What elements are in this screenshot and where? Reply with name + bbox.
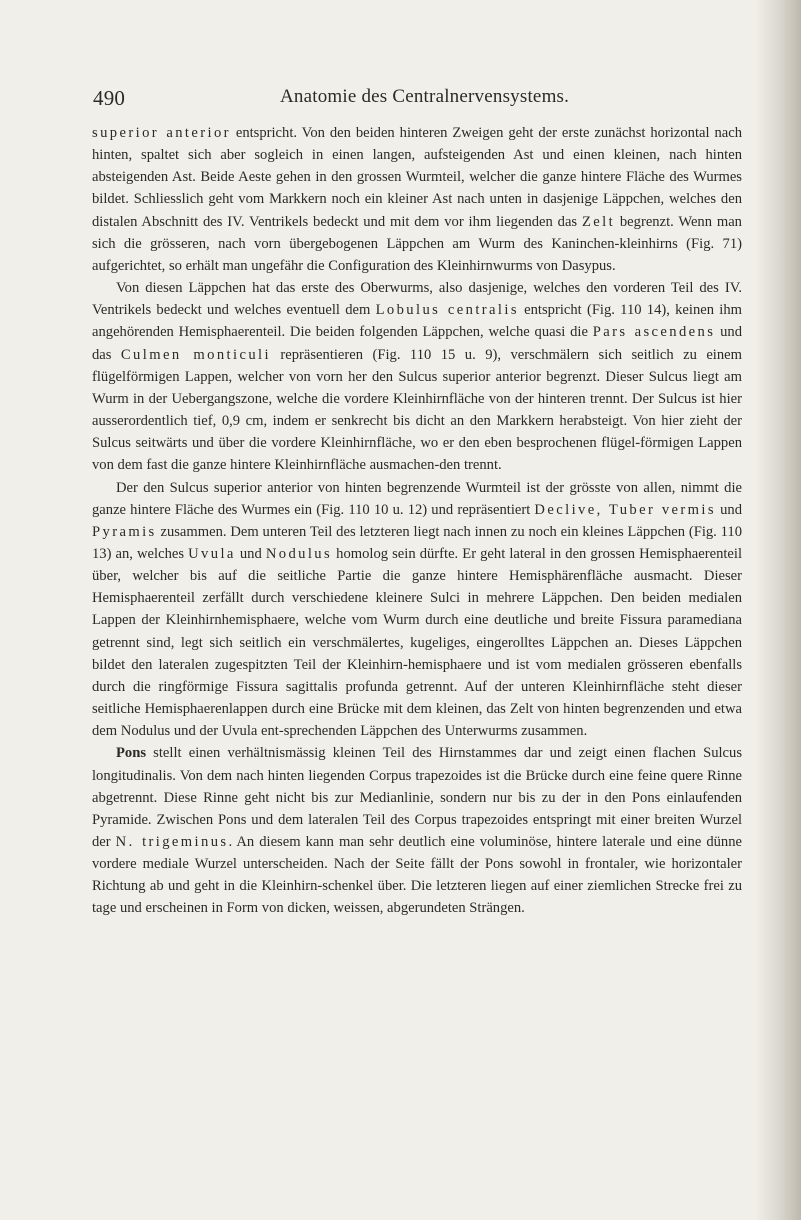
running-title: Anatomie des Centralnervensystems. <box>280 86 570 107</box>
page-header <box>93 86 733 114</box>
bold-term: Pons <box>116 745 147 762</box>
text-run: zusammen. Dem unteren Teil des letzteren liegt nach innen zu noch ein kleines Läppchen (Fig. 110 13) an, welches <box>92 523 742 562</box>
paragraph-4 <box>92 742 742 919</box>
text-run: und das <box>92 324 742 363</box>
text-run: . An diesem kann man sehr deutlich eine voluminöse, hintere laterale und eine dünne vordere mediale Wurzel unterscheiden. Nach der Seite fällt der Pons sowohl in frontaler, wie horizontaler Richtung ab und geht in die Kleinhirn-schenkel über. Die letzteren liegen auf einer ziemlichen Strecke frei zu tage und erscheinen in Form von dicken, weissen, abgerundeten Strängen. <box>92 834 742 917</box>
text-run: entspricht (Fig. 110 14), keinen ihm angehörenden Hemisphaerenteil. Die beiden folgenden Läppchen, welche quasi die <box>92 302 742 341</box>
text-run: Der den Sulcus superior anterior von hinten begrenzende Wurmteil ist der grösste von allen, nimmt die ganze hintere Fläche des Wurmes ein (Fig. 110 10 u. 12) und repräsentiert <box>92 479 742 518</box>
spaced-term: Nodulus <box>265 545 333 562</box>
spaced-term: Pyramis <box>92 523 157 540</box>
text-run: stellt einen verhältnismässig kleinen Teil des Hirnstammes dar und zeigt einen flachen Sulcus longitudinalis. Von dem nach hinten liegenden Corpus trapezoides ist die Brücke durch eine feine quere Rinne abgetrennt. Diese Rinne geht nicht bis zur Medianlinie, sondern nur bis zu der in den Pons einlaufenden Pyramide. Zwischen Pons und dem lateralen Teil des Corpus trapezoides entspringt mit einer breiten Wurzel der <box>92 745 742 850</box>
paragraph-1 <box>92 122 742 277</box>
spaced-term: Declive, Tuber vermis <box>534 501 716 518</box>
text-run: repräsentieren (Fig. 110 15 u. 9), verschmälern sich seitlich zu einem flügelförmigen Lappen, welcher von vorn her den Sulcus superior anterior begrenzt. Dieser Sulcus liegt am Wurm in der Uebergangszone, welche die vordere Kleinhirnfläche von der hinteren trennt. Der Sulcus ist hier ausserordentlich tief, 0,9 cm, indem er senkrecht bis dicht an den Markkern herabsteigt. Von hier zieht der Sulcus seitwärts und über die vordere Kleinhirnfläche, wo er den eben besprochenen flügel-förmigen Lappen von dem fast die ganze hintere Kleinhirnfläche ausmachen-den trennt. <box>92 346 742 474</box>
spaced-term: Zelt <box>581 213 616 230</box>
spaced-term: Culmen monticuli <box>120 346 271 363</box>
spaced-term: Pars ascendens <box>592 324 716 341</box>
body-text <box>92 122 742 920</box>
text-run: begrenzt. Wenn man sich die grösseren, nach vorn übergebogenen Läppchen am Wurm des Kaninchen-kleinhirns (Fig. 71) aufgerichtet, so erhält man ungefähr die Configuration des Kleinhirnwurms von Dasypus. <box>92 213 742 274</box>
text-run: und <box>715 501 742 518</box>
spaced-term: superior anterior <box>92 125 231 141</box>
paragraph-2 <box>92 277 742 476</box>
spaced-term: Uvula <box>188 545 236 562</box>
spaced-term: N. trigeminus <box>115 834 229 850</box>
text-run: Von diesen Läppchen hat das erste des Oberwurms, also dasjenige, welches den vorderen Teil des IV. Ventrikels bedeckt und welches eventuell dem <box>92 280 742 319</box>
text-run: entspricht. Von den beiden hinteren Zweigen geht der erste zunächst horizontal nach hinten, spaltet sich aber sogleich in einen langen, aufsteigenden Ast und einen kleinen, nach hinten absteigenden Ast. Beide Aeste gehen in den grossen Wurmteil, welcher die ganze hintere Fläche des Wurmes bildet. Schliesslich geht vom Markkern noch ein kleiner Ast nach unten in dasjenige Läppchen, welches den distalen Abschnitt des IV. Ventrikels bedeckt und mit dem vor ihm liegenden das <box>92 125 742 230</box>
text-run: homolog sein dürfte. Er geht lateral in den grossen Hemisphaerenteil über, welcher bis auf die seitliche Partie die ganze hintere Hemisphärenfläche ausmacht. Dieser Hemisphaerenteil zerfällt durch verschiedene kleinere Sulci in mehrere Läppchen. Den beiden medialen Lappen der Kleinhirnhemisphaere, welche vom Wurm durch eine deutliche und breite Fissura paramediana getrennt sind, legt sich seitlich ein verschmälertes, kugeliges, eingerolltes Läppchen an. Dieses Läppchen bildet den lateralen zugespitzten Teil der Kleinhirn-hemisphaere und ist vom medialen grösseren ebenfalls durch die ringförmige Fissura sagittalis profunda getrennt. Auf der unteren Kleinhirnfläche steht dieser seitliche Hemisphaerenlappen durch eine Brücke mit dem kleinen, das Zelt von hinten begrenzenden und etwa dem Nodulus und der Uvula ent-sprechenden Läppchen des Unterwurms zusammen. <box>92 545 743 740</box>
spaced-term: Lobulus centralis <box>375 302 519 319</box>
text-run: und <box>235 545 266 562</box>
page-number: 490 <box>93 86 126 110</box>
page-edge-shadow <box>755 0 801 1220</box>
paragraph-3 <box>92 477 742 743</box>
